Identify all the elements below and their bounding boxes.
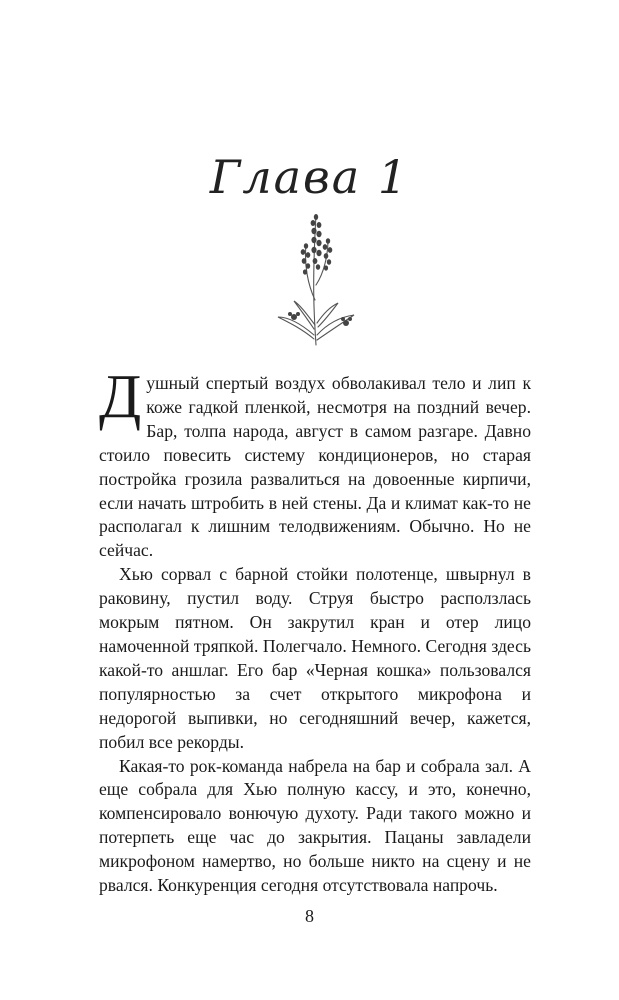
paragraph-text: ушный спертый воздух обволакивал тело и лип к коже гадкой пленкой, несмотря на поздний вечер. Бар, толпа народа, август в самом разгаре. Давно стоило повесить систему кондиционеров, но старая постройка грозила развалиться на довоенные кирпичи, если начать штробить в ней стены. Да и климат как-то не располагал к лишним телодвижениям. Обычно. Но не сейчас. <box>99 373 531 561</box>
chapter-title: Глава 1 <box>209 150 410 204</box>
lavender-sprig-icon <box>270 205 360 350</box>
paragraph <box>99 363 531 563</box>
page-number: 8 <box>305 906 314 926</box>
drop-cap: Д <box>99 363 142 431</box>
chapter-text <box>99 363 531 898</box>
paragraph: Какая-то рок-команда набрела на бар и собрала зал. А еще собрала для Хью полную кассу, и это, конечно, компенсировало вонючую духоту. Ради такого можно и потерпеть еще час до закрытия. Пацаны завладели микрофоном намертво, но больше никто на сцену и не рвался. Конкуренция сегодня отсутствовала напрочь. <box>99 755 531 896</box>
paragraph: Хью сорвал с барной стойки полотенце, швырнул в раковину, пустил воду. Струя быстро расползлась мокрым пятном. Он закрутил кран и отер лицо намоченной тряпкой. Полегчало. Немного. Сегодня здесь какой-то аншлаг. Его бар «Черная кошка» пользовался популярностью за счет открытого микрофона и недорогой выпивки, но сегодняшний вечер, кажется, побил все рекорды. <box>99 564 531 752</box>
